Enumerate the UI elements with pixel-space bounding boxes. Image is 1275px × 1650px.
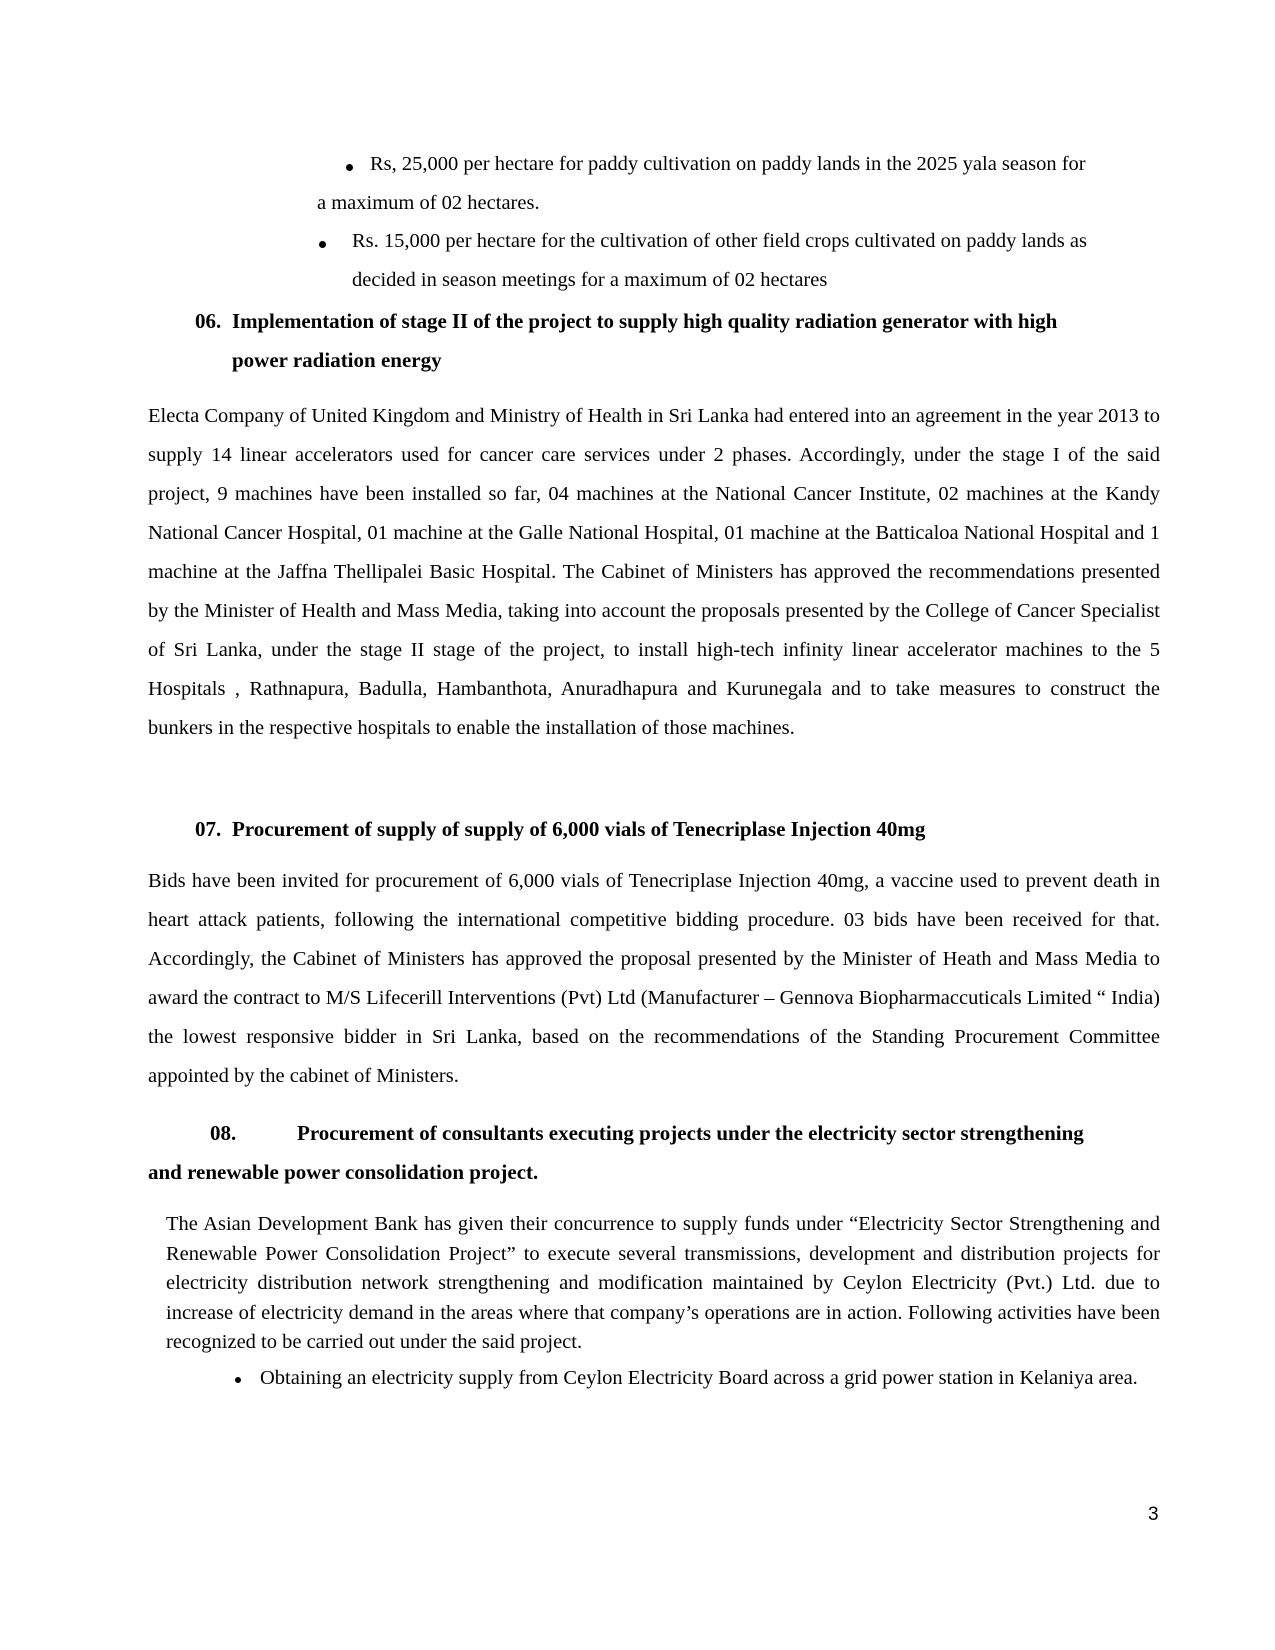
bullet-item-1-line2: a maximum of 02 hectares. — [317, 192, 540, 214]
bullet-item-1-line1: Rs, 25,000 per hectare for paddy cultivation on paddy lands in the 2025 yala season for — [370, 153, 1086, 175]
section-08-number: 08. — [210, 1121, 237, 1145]
bullet-dot — [319, 241, 326, 248]
bullet-item-2-line1: Rs. 15,000 per hectare for the cultivation of other field crops cultivated on paddy lands as — [352, 230, 1087, 252]
section-07-heading: Procurement of supply of supply of 6,000 vials of Tenecriplase Injection 40mg — [232, 817, 926, 841]
section-08-body: The Asian Development Bank has given their concurrence to supply funds under “Electricity Sector Strengthening and Renewable Power Consolidation Project” to execute several transmissions, development and distribution projects for electricity distribution network strengthening and modification maintained by Ceylon Electricity (Pvt.) Ltd. due to increase of electricity demand in the areas where that company’s operations are in action. Following activities have been recognized to be carried out under the said project. — [166, 1213, 1160, 1353]
bullet-item-2-line2: decided in season meetings for a maximum of 02 hectares — [352, 269, 828, 291]
section-07-body: Bids have been invited for procurement of 6,000 vials of Tenecriplase Injection 40mg, a vaccine used to prevent death in heart attack patients, following the international competitive bidding procedure. 03 bids have been received for that. Accordingly, the Cabinet of Ministers has approved the proposal presented by the Minister of Heath and Mass Media to award the contract to M/S Lifecerill Interventions (Pvt) Ltd (Manufacturer – Gennova Biopharmaccuticals Limited “ India) the lowest responsive bidder in Sri Lanka, based on the recommendations of the Standing Procurement Committee appointed by the cabinet of Ministers. — [148, 870, 1160, 1087]
bullet-dot — [235, 1377, 241, 1383]
section-08-bullet: Obtaining an electricity supply from Ceylon Electricity Board across a grid power station in Kelaniya area. — [260, 1367, 1138, 1389]
section-06-body: Electa Company of United Kingdom and Ministry of Health in Sri Lanka had entered into an agreement in the year 2013 to supply 14 linear accelerators used for cancer care services under 2 phases. Accordingly, under the stage I of the said project, 9 machines have been installed so far, 04 machines at the National Cancer Institute, 02 machines at the Kandy National Cancer Hospital, 01 machine at the Galle National Hospital, 01 machine at the Batticaloa National Hospital and 1 machine at the Jaffna Thellipalei Basic Hospital. The Cabinet of Ministers has approved the recommendations presented by the Minister of Health and Mass Media, taking into account the proposals presented by the College of Cancer Specialist of Sri Lanka, under the stage II stage of the project, to install high-tech infinity linear accelerator machines to the 5 Hospitals , Rathnapura, Badulla, Hambanthota, Anuradhapura and Kurunegala and to take measures to construct the bunkers in the respective hospitals to enable the installation of those machines. — [148, 405, 1160, 739]
section-08-heading-line2: and renewable power consolidation project. — [148, 1160, 539, 1184]
section-07-number: 07. — [195, 817, 222, 841]
bullet-dot — [346, 164, 353, 171]
section-06-heading-line1: Implementation of stage II of the project to supply high quality radiation generator with high — [232, 309, 1058, 333]
page-number: 3 — [1148, 1504, 1159, 1525]
section-08-heading-line1: Procurement of consultants executing projects under the electricity sector strengthening — [297, 1121, 1084, 1145]
section-06-number: 06. — [195, 309, 222, 333]
section-06-heading-line2: power radiation energy — [232, 348, 442, 372]
